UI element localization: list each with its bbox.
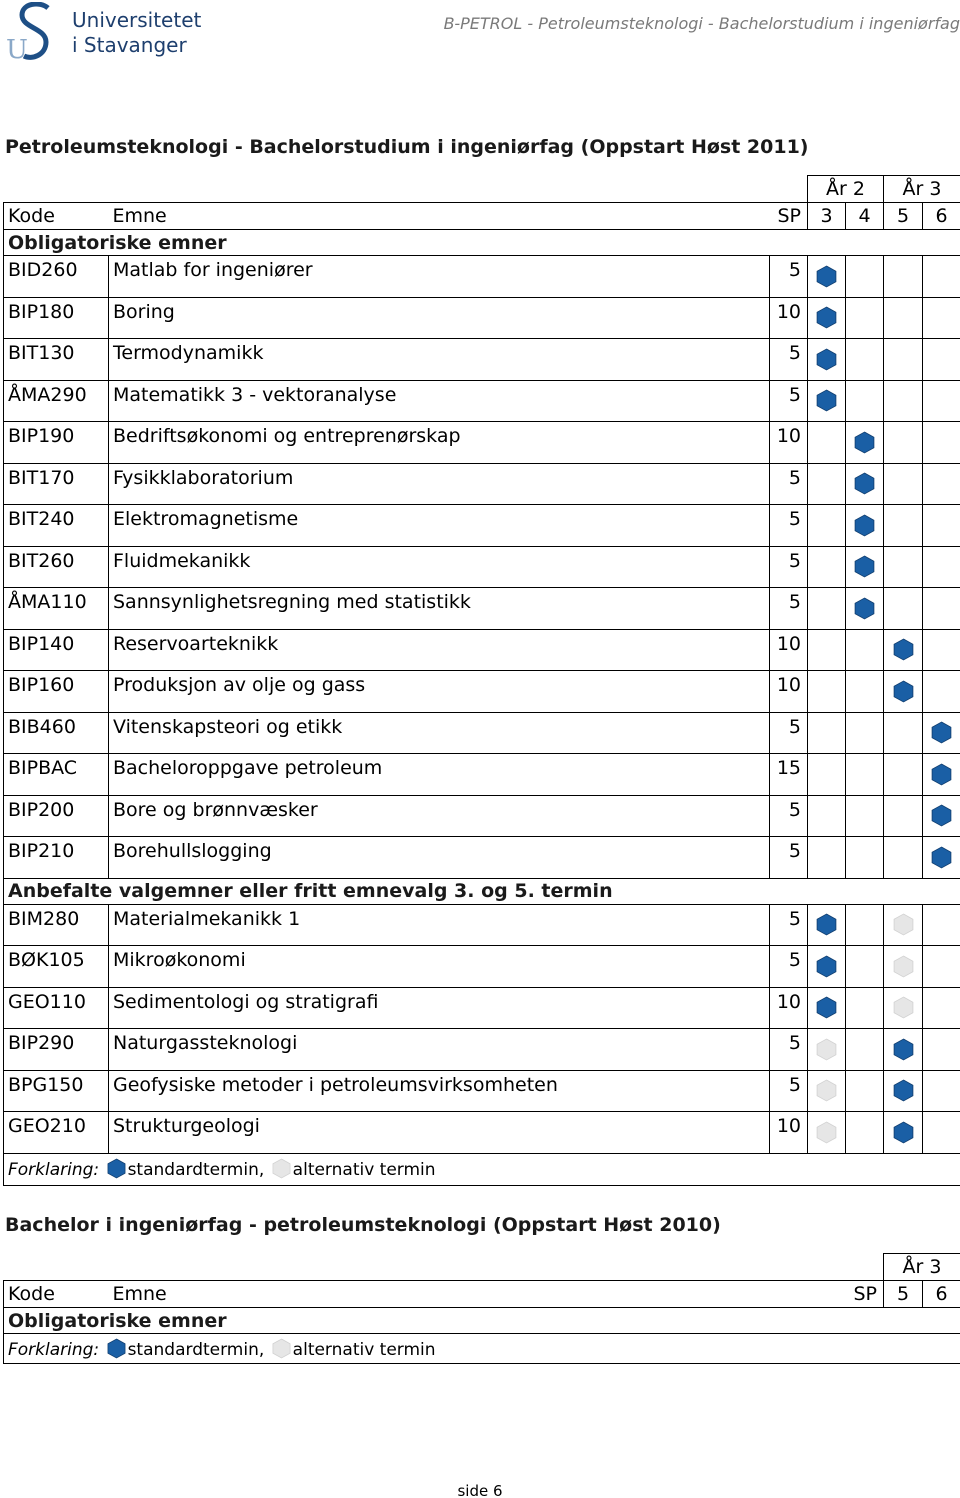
blue-hexagon-icon	[816, 955, 837, 978]
term-4-cell	[846, 946, 884, 988]
column-header-row	[4, 203, 960, 230]
term-3-cell	[808, 297, 846, 339]
course-row	[4, 256, 960, 298]
course-code: BIB460	[4, 712, 109, 754]
term-3-cell	[808, 1029, 846, 1071]
course-sp: 10	[770, 422, 808, 464]
mandatory-section-row	[4, 230, 960, 256]
course-row	[4, 1029, 960, 1071]
term-4-cell	[846, 1070, 884, 1112]
course-code: BIP200	[4, 795, 109, 837]
course-code: BIP180	[4, 297, 109, 339]
course-name: Fluidmekanikk	[109, 546, 770, 588]
course-sp: 10	[770, 671, 808, 713]
term-6-cell	[923, 297, 960, 339]
course-code: ÅMA110	[4, 588, 109, 630]
course-sp: 5	[770, 546, 808, 588]
year-3-header: År 3	[884, 1254, 960, 1281]
page-number: side 6	[457, 1482, 503, 1498]
term-5-cell	[884, 546, 923, 588]
course-name: Boring	[109, 297, 770, 339]
blue-hexagon-icon	[931, 846, 952, 869]
term-5-cell	[884, 1029, 923, 1071]
course-code: BIP140	[4, 629, 109, 671]
term-4-cell	[846, 1029, 884, 1071]
blue-hexagon-icon	[893, 638, 914, 661]
col-kode-header: Kode	[4, 1281, 109, 1308]
blue-hexagon-icon	[107, 1338, 126, 1359]
year-2-header: År 2	[808, 176, 884, 203]
term-6-header: 6	[923, 1281, 960, 1308]
course-sp: 5	[770, 380, 808, 422]
course-row	[4, 629, 960, 671]
course-code: BIP210	[4, 837, 109, 879]
course-sp: 5	[770, 1070, 808, 1112]
term-3-cell	[808, 904, 846, 946]
document-code: B-PETROL - Petroleumsteknologi - Bachelorstudium i ingeniørfag	[443, 14, 960, 33]
blue-hexagon-icon	[816, 306, 837, 329]
col-emne-header: Emne	[109, 203, 770, 230]
course-sp: 5	[770, 256, 808, 298]
course-name: Borehullslogging	[109, 837, 770, 879]
elective-section-row	[4, 878, 960, 904]
term-6-cell	[923, 422, 960, 464]
course-code: GEO210	[4, 1112, 109, 1154]
term-3-cell	[808, 339, 846, 381]
blue-hexagon-icon	[854, 431, 875, 454]
grey-hexagon-icon	[272, 1158, 291, 1179]
term-4-cell	[846, 754, 884, 796]
course-sp: 5	[770, 588, 808, 630]
course-name: Materialmekanikk 1	[109, 904, 770, 946]
page-header	[0, 0, 960, 70]
course-sp: 10	[770, 629, 808, 671]
term-4-cell	[846, 339, 884, 381]
course-row	[4, 671, 960, 713]
course-row	[4, 422, 960, 464]
course-name: Sedimentologi og stratigrafi	[109, 987, 770, 1029]
term-5-cell	[884, 463, 923, 505]
course-code: BIPBAC	[4, 754, 109, 796]
term-4-cell	[846, 380, 884, 422]
col-sp-header: SP	[770, 203, 808, 230]
term-6-cell	[923, 671, 960, 713]
course-name: Reservoarteknikk	[109, 629, 770, 671]
term-4-cell	[846, 463, 884, 505]
course-row	[4, 546, 960, 588]
term-3-cell	[808, 987, 846, 1029]
course-sp: 10	[770, 1112, 808, 1154]
blue-hexagon-icon	[931, 721, 952, 744]
term-4-cell	[846, 297, 884, 339]
course-sp: 15	[770, 754, 808, 796]
course-row	[4, 1112, 960, 1154]
term-6-cell	[923, 712, 960, 754]
course-code: BØK105	[4, 946, 109, 988]
term-5-header: 5	[884, 1281, 923, 1308]
legend	[4, 1334, 960, 1364]
term-5-cell	[884, 1112, 923, 1154]
term-6-cell	[923, 946, 960, 988]
course-name: Strukturgeologi	[109, 1112, 770, 1154]
term-5-cell	[884, 904, 923, 946]
course-name: Bedriftsøkonomi og entreprenørskap	[109, 422, 770, 464]
mandatory-label: Obligatoriske emner	[4, 1308, 960, 1334]
svg-text:U: U	[6, 35, 28, 62]
course-code: GEO110	[4, 987, 109, 1029]
term-5-header: 5	[884, 203, 923, 230]
study-plan-table-2011	[3, 175, 960, 1186]
col-emne-header: Emne	[109, 1281, 846, 1308]
term-6-cell	[923, 1029, 960, 1071]
course-name: Bore og brønnvæsker	[109, 795, 770, 837]
term-3-cell	[808, 795, 846, 837]
legend-alternative: alternativ termin	[292, 1339, 436, 1360]
course-code: BIT240	[4, 505, 109, 547]
term-5-cell	[884, 339, 923, 381]
blue-hexagon-icon	[816, 996, 837, 1019]
grey-hexagon-icon	[816, 1121, 837, 1144]
course-code: BIT170	[4, 463, 109, 505]
term-3-cell	[808, 671, 846, 713]
term-4-cell	[846, 904, 884, 946]
term-4-header: 4	[846, 203, 884, 230]
legend-label: Forklaring:	[8, 1339, 100, 1360]
year-header-row	[4, 176, 960, 203]
course-row	[4, 712, 960, 754]
term-4-cell	[846, 1112, 884, 1154]
term-3-cell	[808, 463, 846, 505]
mandatory-label: Obligatoriske emner	[4, 230, 960, 256]
course-row	[4, 1070, 960, 1112]
grey-hexagon-icon	[272, 1338, 291, 1359]
blue-hexagon-icon	[816, 348, 837, 371]
course-code: BID260	[4, 256, 109, 298]
term-6-cell	[923, 588, 960, 630]
term-3-cell	[808, 422, 846, 464]
term-5-cell	[884, 837, 923, 879]
term-3-cell	[808, 256, 846, 298]
course-row	[4, 754, 960, 796]
term-6-cell	[923, 256, 960, 298]
term-3-cell	[808, 712, 846, 754]
course-row	[4, 795, 960, 837]
legend-alternative: alternativ termin	[292, 1160, 436, 1180]
blue-hexagon-icon	[816, 265, 837, 288]
term-6-header: 6	[923, 203, 960, 230]
grey-hexagon-icon	[893, 996, 914, 1019]
term-3-header: 3	[808, 203, 846, 230]
term-4-cell	[846, 795, 884, 837]
course-name: Bacheloroppgave petroleum	[109, 754, 770, 796]
course-code: BIP290	[4, 1029, 109, 1071]
term-3-cell	[808, 1112, 846, 1154]
course-row	[4, 837, 960, 879]
grey-hexagon-icon	[816, 1079, 837, 1102]
blue-hexagon-icon	[893, 1079, 914, 1102]
blue-hexagon-icon	[931, 804, 952, 827]
term-5-cell	[884, 712, 923, 754]
course-sp: 5	[770, 795, 808, 837]
course-sp: 5	[770, 1029, 808, 1071]
legend-standard: standardtermin,	[127, 1339, 265, 1360]
course-sp: 10	[770, 987, 808, 1029]
course-sp: 5	[770, 463, 808, 505]
term-4-cell	[846, 422, 884, 464]
term-5-cell	[884, 987, 923, 1029]
course-row	[4, 946, 960, 988]
term-4-cell	[846, 256, 884, 298]
blue-hexagon-icon	[931, 763, 952, 786]
blue-hexagon-icon	[854, 597, 875, 620]
term-5-cell	[884, 380, 923, 422]
term-6-cell	[923, 629, 960, 671]
course-name: Termodynamikk	[109, 339, 770, 381]
term-4-cell	[846, 712, 884, 754]
term-5-cell	[884, 422, 923, 464]
term-6-cell	[923, 546, 960, 588]
term-5-cell	[884, 256, 923, 298]
grey-hexagon-icon	[893, 913, 914, 936]
course-code: BIM280	[4, 904, 109, 946]
uis-logo-icon	[4, 2, 64, 62]
blue-hexagon-icon	[854, 472, 875, 495]
blue-hexagon-icon	[893, 1121, 914, 1144]
term-5-cell	[884, 754, 923, 796]
term-6-cell	[923, 463, 960, 505]
course-name: Sannsynlighetsregning med statistikk	[109, 588, 770, 630]
course-row	[4, 463, 960, 505]
term-3-cell	[808, 505, 846, 547]
term-4-cell	[846, 588, 884, 630]
term-3-cell	[808, 546, 846, 588]
blue-hexagon-icon	[893, 1038, 914, 1061]
course-name: Geofysiske metoder i petroleumsvirksomheten	[109, 1070, 770, 1112]
legend-label: Forklaring:	[8, 1160, 100, 1180]
course-code: BPG150	[4, 1070, 109, 1112]
course-name: Elektromagnetisme	[109, 505, 770, 547]
elective-label: Anbefalte valgemner eller fritt emnevalg 3. og 5. termin	[4, 878, 960, 904]
course-row	[4, 904, 960, 946]
term-4-cell	[846, 671, 884, 713]
term-3-cell	[808, 629, 846, 671]
term-5-cell	[884, 795, 923, 837]
term-5-cell	[884, 946, 923, 988]
term-4-cell	[846, 837, 884, 879]
term-4-cell	[846, 505, 884, 547]
term-5-cell	[884, 629, 923, 671]
term-4-cell	[846, 987, 884, 1029]
course-row	[4, 297, 960, 339]
blue-hexagon-icon	[854, 514, 875, 537]
course-name: Naturgassteknologi	[109, 1029, 770, 1071]
term-5-cell	[884, 297, 923, 339]
term-5-cell	[884, 588, 923, 630]
term-3-cell	[808, 1070, 846, 1112]
course-row	[4, 380, 960, 422]
term-3-cell	[808, 588, 846, 630]
term-6-cell	[923, 904, 960, 946]
term-6-cell	[923, 1070, 960, 1112]
col-kode-header: Kode	[4, 203, 109, 230]
legend-row	[4, 1153, 960, 1185]
term-4-cell	[846, 629, 884, 671]
term-6-cell	[923, 795, 960, 837]
course-sp: 5	[770, 904, 808, 946]
legend-standard: standardtermin,	[127, 1160, 265, 1180]
term-4-cell	[846, 546, 884, 588]
term-3-cell	[808, 946, 846, 988]
study-plan-table-2010	[3, 1253, 960, 1364]
legend	[4, 1153, 960, 1185]
section1-title: Petroleumsteknologi - Bachelorstudium i ingeniørfag (Oppstart Høst 2011)	[5, 136, 809, 158]
year-3-header: År 3	[884, 176, 960, 203]
section2-title: Bachelor i ingeniørfag - petroleumsteknologi (Oppstart Høst 2010)	[5, 1214, 721, 1236]
course-row	[4, 339, 960, 381]
term-5-cell	[884, 1070, 923, 1112]
course-sp: 5	[770, 339, 808, 381]
year-header-row	[4, 1254, 960, 1281]
course-sp: 5	[770, 837, 808, 879]
term-5-cell	[884, 671, 923, 713]
blue-hexagon-icon	[893, 680, 914, 703]
mandatory-section-row	[4, 1308, 960, 1334]
course-sp: 10	[770, 297, 808, 339]
course-name: Vitenskapsteori og etikk	[109, 712, 770, 754]
course-row	[4, 588, 960, 630]
term-6-cell	[923, 837, 960, 879]
term-5-cell	[884, 505, 923, 547]
term-3-cell	[808, 837, 846, 879]
course-name: Produksjon av olje og gass	[109, 671, 770, 713]
course-code: BIT260	[4, 546, 109, 588]
course-code: BIP190	[4, 422, 109, 464]
course-name: Fysikklaboratorium	[109, 463, 770, 505]
course-row	[4, 987, 960, 1029]
term-3-cell	[808, 754, 846, 796]
term-3-cell	[808, 380, 846, 422]
legend-row	[4, 1334, 960, 1364]
blue-hexagon-icon	[816, 389, 837, 412]
course-code: ÅMA290	[4, 380, 109, 422]
term-6-cell	[923, 505, 960, 547]
course-sp: 5	[770, 505, 808, 547]
course-row	[4, 505, 960, 547]
blue-hexagon-icon	[816, 913, 837, 936]
blue-hexagon-icon	[107, 1158, 126, 1179]
course-sp: 5	[770, 946, 808, 988]
grey-hexagon-icon	[816, 1038, 837, 1061]
column-header-row	[4, 1281, 960, 1308]
course-name: Matlab for ingeniører	[109, 256, 770, 298]
course-code: BIP160	[4, 671, 109, 713]
grey-hexagon-icon	[893, 955, 914, 978]
course-name: Matematikk 3 - vektoranalyse	[109, 380, 770, 422]
term-6-cell	[923, 380, 960, 422]
blue-hexagon-icon	[854, 555, 875, 578]
university-name: Universitetet i Stavanger	[72, 8, 202, 57]
term-6-cell	[923, 987, 960, 1029]
course-name: Mikroøkonomi	[109, 946, 770, 988]
term-6-cell	[923, 754, 960, 796]
course-code: BIT130	[4, 339, 109, 381]
term-6-cell	[923, 339, 960, 381]
term-6-cell	[923, 1112, 960, 1154]
course-sp: 5	[770, 712, 808, 754]
col-sp-header: SP	[846, 1281, 884, 1308]
